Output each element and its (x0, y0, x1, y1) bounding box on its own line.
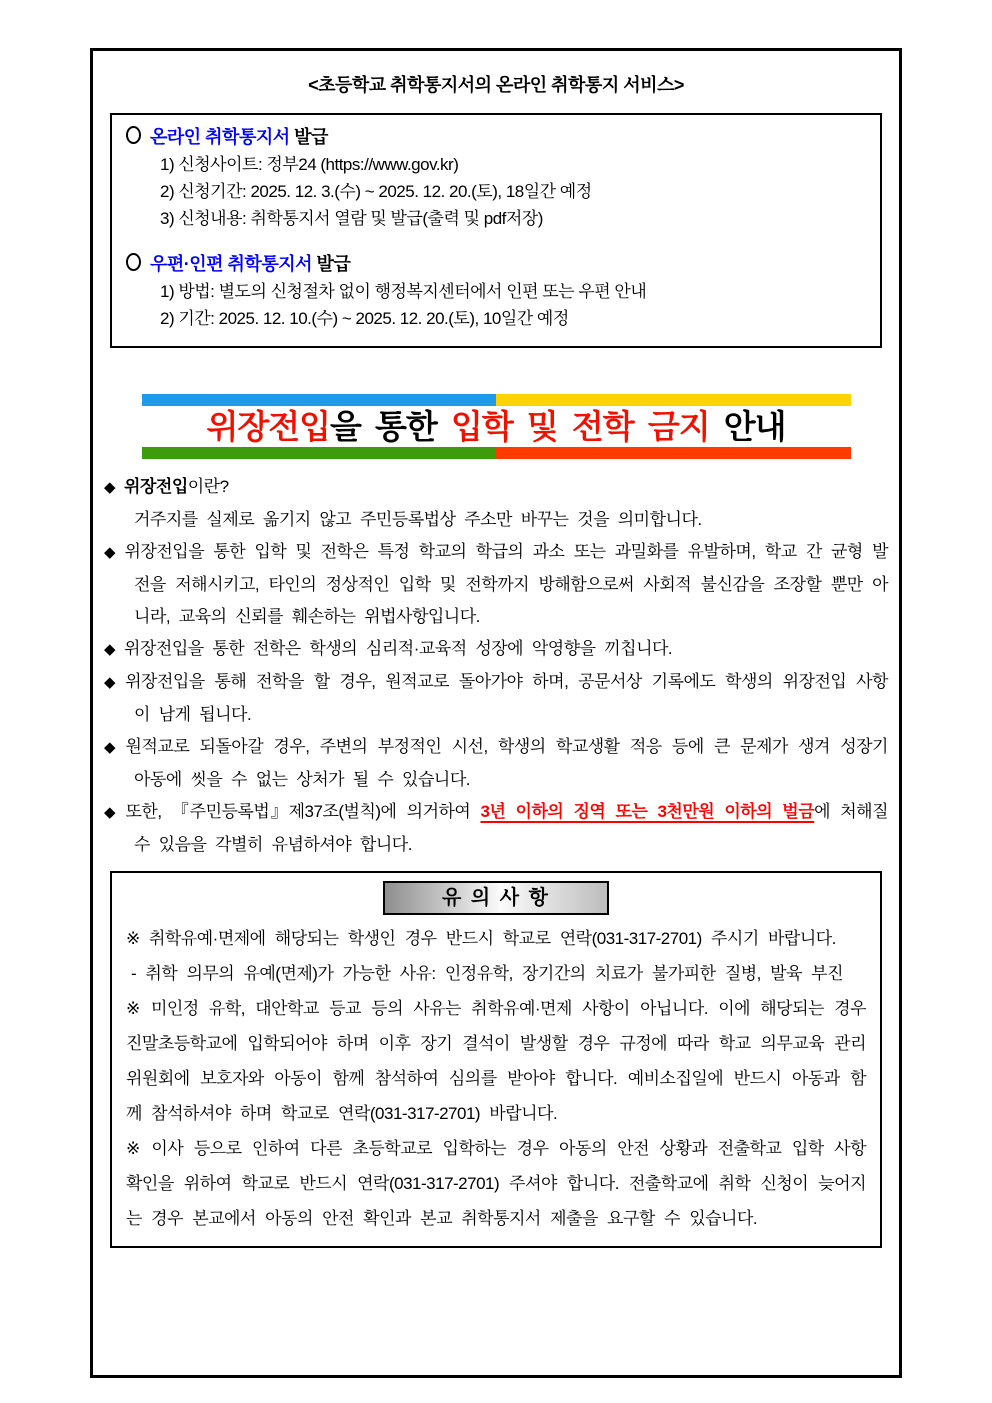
banner-title-black-text: 안내 (709, 408, 786, 445)
diamond-bullet-icon: ◆ (104, 804, 117, 821)
page-title: <초등학교 취학통지서의 온라인 취학통지 서비스> (308, 75, 684, 95)
penalty-highlight-text: 3년 이하의 징역 또는 3천만원 이하의 벌금 (480, 802, 815, 821)
caution-paragraphs (126, 921, 866, 1236)
bullet-text-segment: 또한, 『주민등록법』제37조(벌칙)에 의거하여 (125, 802, 481, 821)
section-item: 1) 신청사이트: 정부24 (https://www.gov.kr) (160, 155, 459, 174)
section-item: 1) 방법: 별도의 신청절차 없이 행정복지센터에서 인편 또는 우편 안내 (160, 282, 647, 301)
notice-section (126, 123, 868, 232)
banner-bar-yellow (496, 394, 851, 406)
bullet-item (104, 633, 888, 666)
banner-title (142, 406, 851, 447)
caution-paragraph: ※ 취학유예·면제에 해당되는 학생인 경우 반드시 학교로 연락(031-317-2701) 주시기 바랍니다. (126, 929, 836, 948)
caution-header: 유 의 사 항 (383, 881, 609, 915)
section-item: 2) 기간: 2025. 12. 10.(수) ~ 2025. 12. 20.(토), 10일간 예정 (160, 309, 569, 328)
diamond-bullet-icon: ◆ (104, 739, 117, 756)
banner-top-bar (142, 394, 851, 406)
diamond-bullet-icon: ◆ (104, 479, 116, 496)
circle-marker-icon (126, 126, 141, 144)
bullet-text-segment: 원적교로 되돌아갈 경우, 주변의 부정적인 시선, 학생의 학교생활 적응 등에 큰 문제가 생겨 성장기 아동에 씻을 수 없는 상처가 될 수 있습니다. (125, 737, 888, 789)
bullet-text-segment: 거주지를 실제로 옮기지 않고 주민등록법상 주소만 바꾸는 것을 의미합니다. (134, 510, 702, 529)
banner (142, 394, 851, 459)
diamond-bullet-icon: ◆ (104, 641, 116, 658)
banner-bar-red (496, 447, 851, 459)
bullet-item (104, 536, 888, 633)
section-item: 2) 신청기간: 2025. 12. 3.(수) ~ 2025. 12. 20.(토), 18일간 예정 (160, 182, 592, 201)
bullet-text-segment: 이란? (187, 477, 229, 496)
bullet-item (104, 796, 888, 861)
section-header (126, 250, 868, 278)
caution-paragraph: ※ 이사 등으로 인하여 다른 초등학교로 입학하는 경우 아동의 안전 상황과 전출학교 입학 사항 확인을 위하여 학교로 반드시 연락(031-317-2701) 주셔야 합니다. 전출학교에 취학 신청이 늦어지는 경우 본교에서 아동의 안전 확인과 본교 취학통지서 제출을 요구할 수 있습니다. (126, 1139, 866, 1228)
notice-box (110, 113, 882, 348)
section-item: 3) 신청내용: 취학통지서 열람 및 발급(출력 및 pdf저장) (160, 209, 543, 228)
diamond-bullet-icon: ◆ (104, 544, 116, 561)
section-title-black: 발급 (312, 254, 351, 274)
caution-paragraph: - 취학 의무의 유예(면제)가 가능한 사유: 인정유학, 장기간의 치료가 불가피한 질병, 발육 부진 (131, 964, 844, 983)
notice-section (126, 250, 868, 332)
bullet-text-segment: 위장전입을 통해 전학을 할 경우, 원적교로 돌아가야 하며, 공문서상 기록에도 학생의 위장전입 사항이 남게 됩니다. (125, 672, 888, 724)
section-title-blue: 우편·인편 취학통지서 (150, 254, 312, 274)
section-title-black: 발급 (289, 127, 328, 147)
bullet-text-segment: 에 처해질 수 있음을 각별히 유념하셔야 합니다. (134, 802, 888, 854)
bullet-item (104, 666, 888, 731)
bullet-text-segment: 위장전입 (124, 477, 188, 496)
section-title-blue: 온라인 취학통지서 (150, 127, 290, 147)
caution-paragraph: ※ 미인정 유학, 대안학교 등교 등의 사유는 취학유예·면제 사항이 아닙니다. 이에 해당되는 경우 진말초등학교에 입학되어야 하며 이후 장기 결석이 발생할 경우 규정에 따라 학교 의무교육 관리위원회에 보호자와 아동이 함께 참석하여 심의를 받아야 합니다. 예비소집일에 반드시 아동과 함께 참석하셔야 하며 학교로 연락(031-317-2701) 바랍니다. (126, 999, 866, 1123)
bullet-item (104, 731, 888, 796)
section-header (126, 123, 868, 151)
banner-title-black-text: 을 통한 (329, 408, 451, 445)
bullet-text-segment: 위장전입을 통한 전학은 학생의 심리적·교육적 성장에 악영향을 끼칩니다. (124, 639, 673, 658)
bullet-list (104, 471, 888, 861)
banner-bottom-bar (142, 447, 851, 459)
circle-marker-icon (126, 253, 141, 271)
banner-bar-green (142, 447, 497, 459)
caution-box (110, 871, 882, 1248)
bullet-text-segment: 위장전입을 통한 입학 및 전학은 특정 학교의 학급의 과소 또는 과밀화를 유발하며, 학교 간 균형 발전을 저해시키고, 타인의 정상적인 입학 및 전학까지 방해함으로써 사회적 불신감을 조장할 뿐만 아니라, 교육의 신뢰를 훼손하는 위법사항입니다. (124, 542, 888, 626)
diamond-bullet-icon: ◆ (104, 674, 117, 691)
document-page (90, 48, 902, 1378)
banner-title-red-text: 입학 및 전학 금지 (450, 408, 710, 445)
banner-bar-blue (142, 394, 497, 406)
bullet-item (104, 471, 888, 536)
banner-title-red-text: 위장전입 (206, 408, 330, 445)
